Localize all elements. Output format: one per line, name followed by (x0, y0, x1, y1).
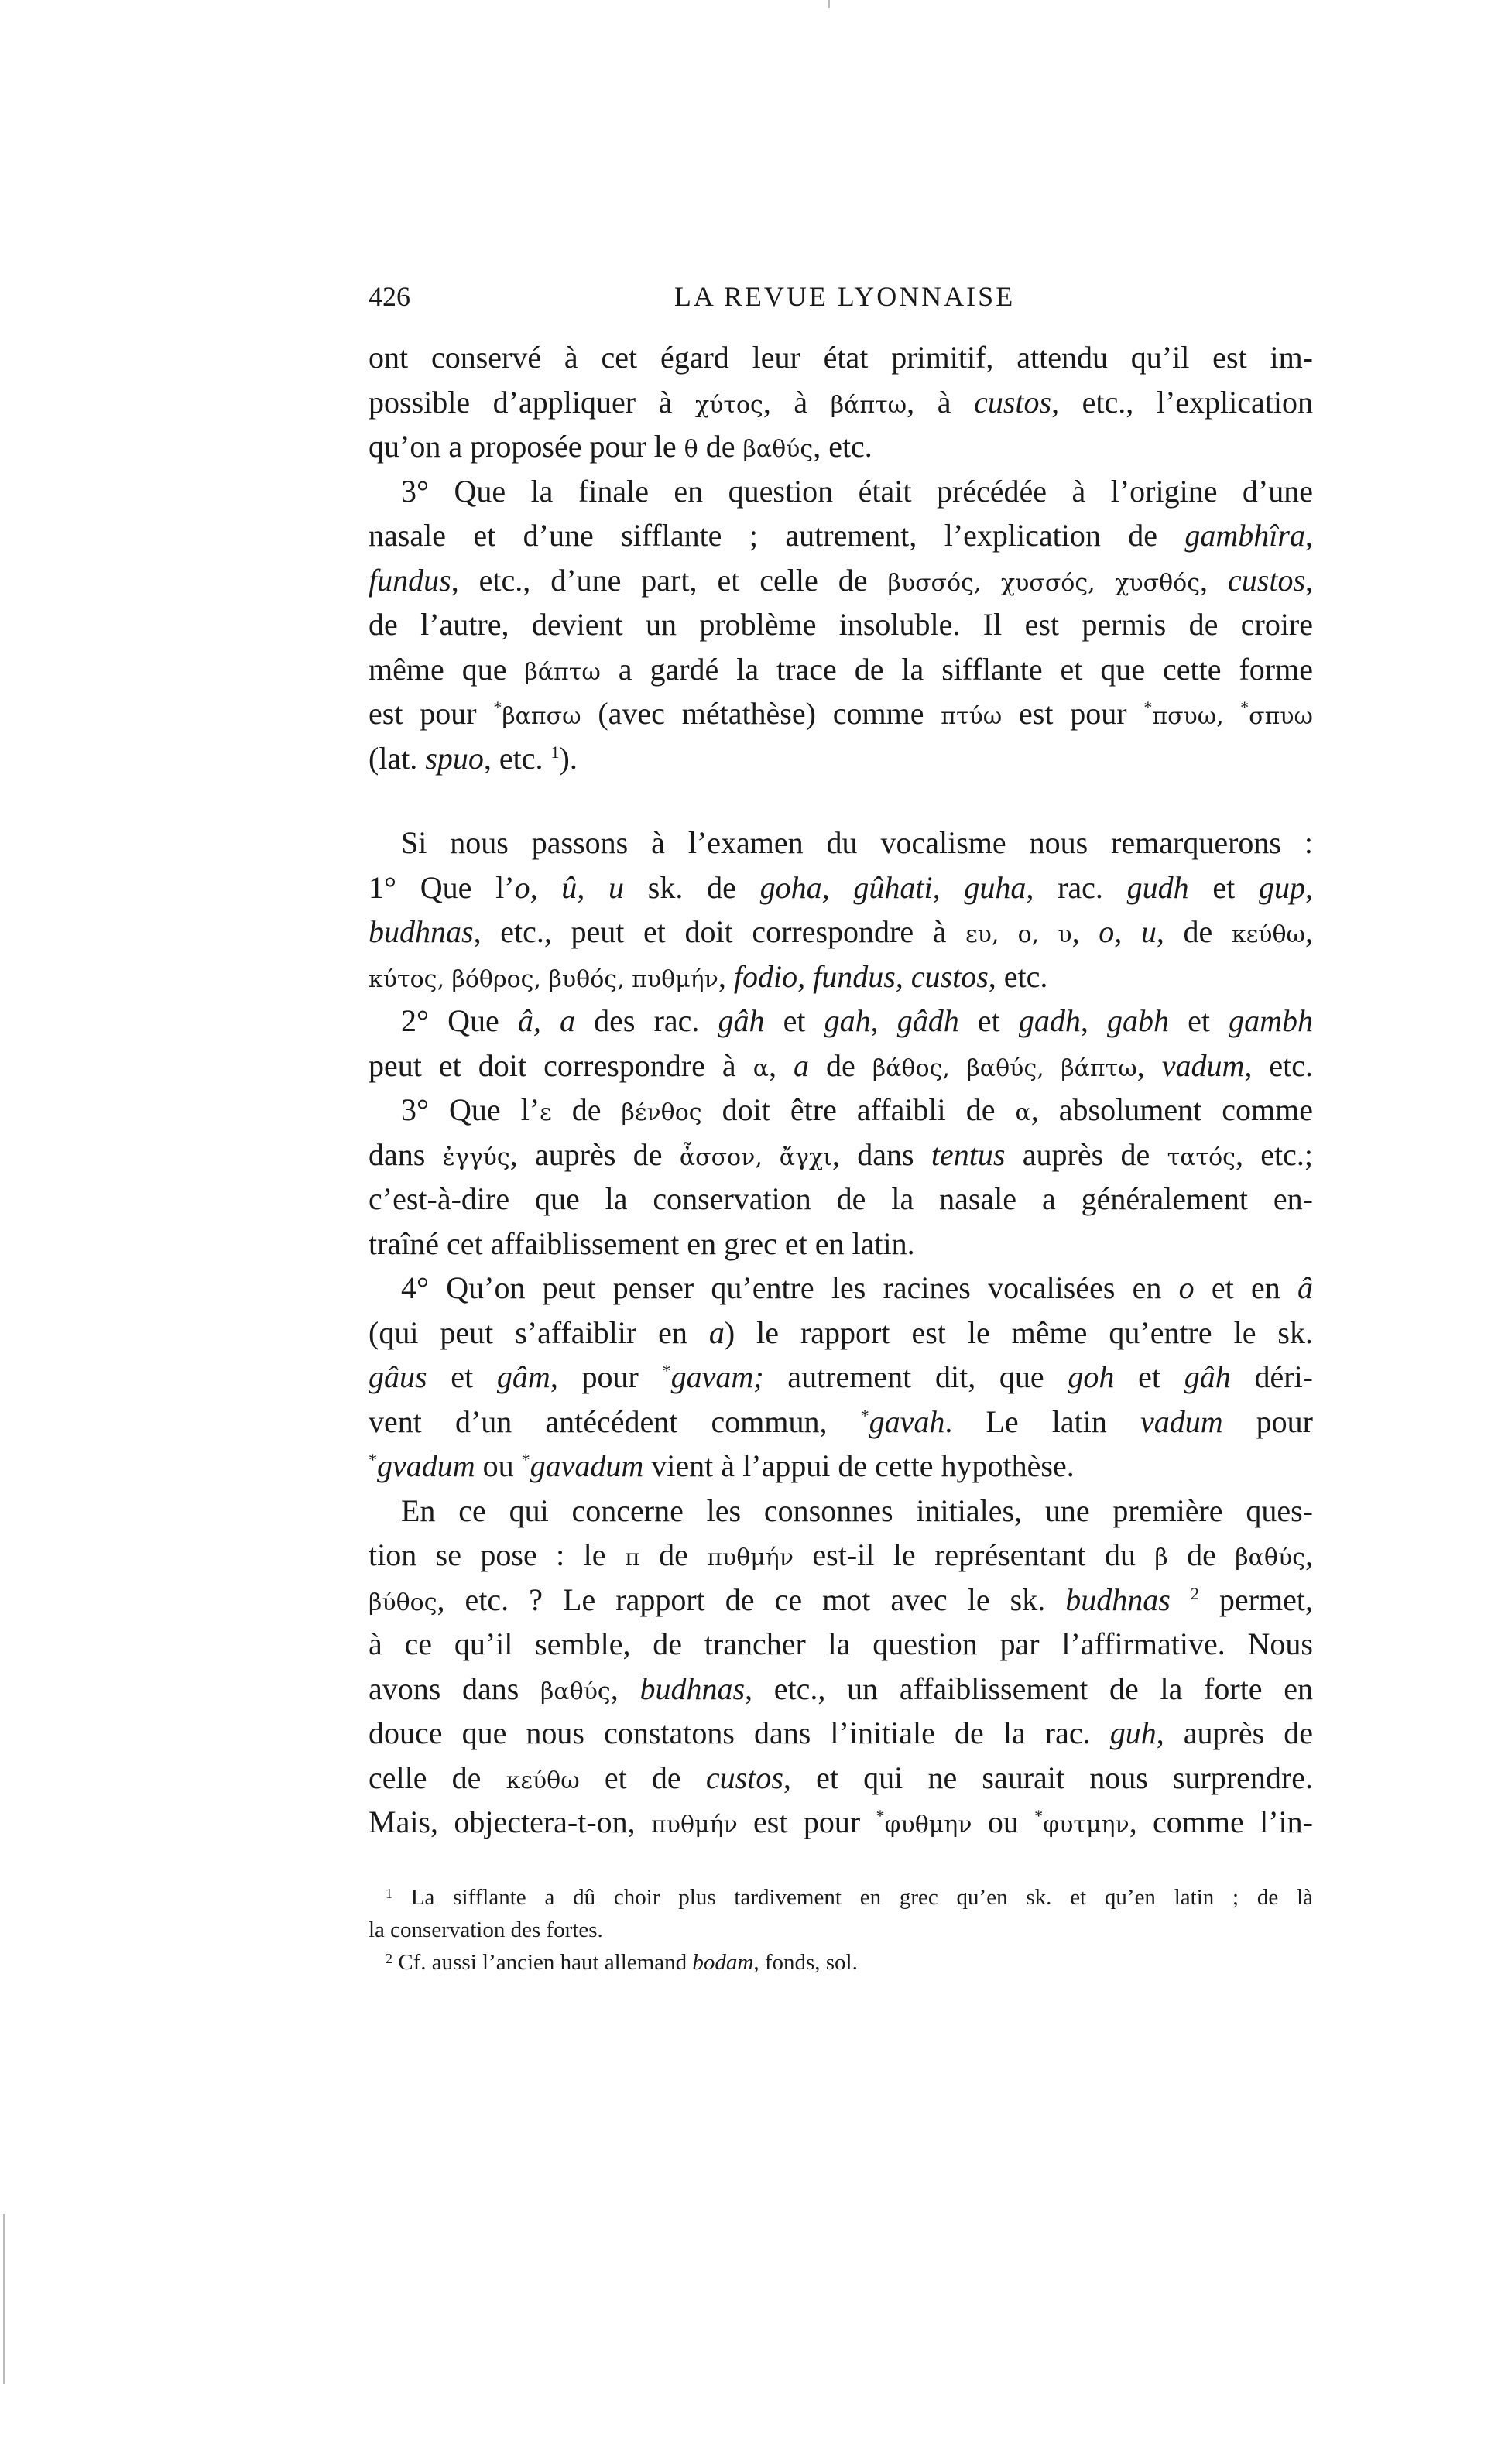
text-line (369, 513, 1313, 558)
italic-text: budhnas (639, 1671, 746, 1706)
text: , (1305, 562, 1314, 598)
text: , et qui ne saurait nous surprendre. (783, 1760, 1313, 1795)
italic-text: gudh (1126, 869, 1189, 905)
text: ou (972, 1804, 1035, 1839)
text: En ce qui concerne les consonnes initiales, une première ques- (401, 1492, 1313, 1528)
scan-speck (3, 2214, 5, 2384)
text: vient à l’appui de cette hypothèse. (643, 1448, 1075, 1483)
italic-text: custos (705, 1760, 783, 1795)
text-line (369, 602, 1313, 647)
text-line (369, 736, 1313, 781)
text: , (1305, 518, 1313, 553)
text-line (369, 865, 1313, 910)
text: (avec métathèse) comme (581, 696, 941, 731)
italic-text: gavadum (530, 1448, 644, 1483)
italic-text: fodio, fundus, custos (733, 958, 989, 994)
text-line (369, 1133, 1313, 1177)
text: peut et doit correspondre à (369, 1047, 753, 1083)
greek-text: βυσσός, χυσσός, χυσθός (887, 569, 1201, 597)
italic-text: guh (1109, 1715, 1157, 1750)
text-line (369, 1800, 1313, 1845)
text: , pour (550, 1359, 663, 1394)
greek-text: α (752, 1054, 769, 1082)
text-line (369, 1044, 1313, 1088)
greek-text: ευ, ο, υ (965, 921, 1072, 948)
italic-text: gavah (869, 1403, 945, 1439)
text-line (369, 1756, 1313, 1801)
text: nasale et d’une sifflante ; autrement, l’explication de (369, 518, 1185, 553)
text: et (764, 1003, 824, 1038)
greek-text: πσυω, (1152, 703, 1241, 730)
text: a gardé la trace de la sifflante et que cette forme (600, 651, 1313, 687)
greek-text: φυτμην (1043, 1811, 1129, 1839)
text: qu’on a proposée pour le (369, 429, 684, 464)
text: des rac. (575, 1003, 718, 1038)
text: celle de (369, 1760, 506, 1795)
greek-text: ἆσσον, ἄγχι (679, 1143, 832, 1171)
page-number: 426 (369, 281, 410, 312)
text: , etc. (813, 429, 872, 464)
text-line (369, 380, 1313, 425)
superscript: * (521, 1450, 530, 1469)
text: , (1305, 914, 1314, 949)
body-text (369, 335, 1313, 1845)
italic-text: gâus (369, 1359, 427, 1394)
italic-text: gup (1259, 869, 1306, 905)
text-line (369, 910, 1313, 954)
text: , (1305, 1537, 1313, 1572)
italic-text: o (1178, 1270, 1195, 1305)
text-line (369, 1578, 1313, 1623)
text-line (369, 1355, 1313, 1400)
greek-text: κεύθω (1231, 921, 1306, 948)
superscript: * (876, 1806, 885, 1825)
superscript: * (1143, 697, 1153, 717)
greek-text: πτύω (941, 703, 1003, 730)
text: auprès de (1005, 1136, 1167, 1172)
italic-text: spuo (425, 740, 484, 776)
greek-text: πυθμήν (650, 1811, 738, 1839)
text-line (369, 691, 1313, 736)
text: , etc.; (1235, 1136, 1314, 1172)
text-line (369, 954, 1313, 999)
greek-text: τατός (1167, 1143, 1236, 1171)
italic-text: gâdh (896, 1003, 959, 1038)
superscript: * (1240, 697, 1249, 717)
text: de (639, 1537, 708, 1572)
text: tion se pose : le (369, 1537, 625, 1572)
text: , comme l’in- (1129, 1804, 1313, 1839)
italic-text: bodam (692, 1950, 754, 1975)
text: ). (559, 740, 578, 776)
italic-text: vadum (1161, 1047, 1245, 1083)
text: doit être affaibli de (701, 1092, 1016, 1127)
text: même que (369, 651, 525, 687)
greek-text: π (624, 1544, 640, 1571)
text: et en (1194, 1270, 1297, 1305)
text: , (1200, 562, 1229, 598)
text-line (369, 1311, 1313, 1355)
text: , etc., l’explication (1051, 384, 1313, 420)
text: , etc., d’une part, et celle de (451, 562, 888, 598)
text-line (369, 424, 1313, 469)
text-line (369, 1177, 1313, 1222)
text: de (1167, 1537, 1236, 1572)
text: sk. de (624, 869, 760, 905)
greek-text: βαπσω (502, 703, 581, 730)
text: douce que nous constatons dans l’initiale de la rac. (369, 1715, 1110, 1750)
text: , etc. ? Le rapport de ce mot avec le sk. (437, 1582, 1066, 1617)
text: , auprès de (509, 1136, 680, 1172)
italic-text: gambhîra (1184, 518, 1305, 553)
italic-text: gabh (1107, 1003, 1169, 1038)
text: de (698, 429, 743, 464)
greek-text: βάθος, βαθύς, βάπτω (872, 1054, 1137, 1082)
text: , etc., un affaiblissement de la forte en (745, 1671, 1314, 1706)
superscript: * (860, 1405, 869, 1425)
text: est pour (1002, 696, 1144, 731)
italic-text: gah (824, 1003, 871, 1038)
text (1171, 1582, 1191, 1617)
superscript: * (1034, 1806, 1044, 1825)
text: traîné cet affaiblissement en grec et en latin. (369, 1225, 915, 1261)
italic-text: custos (1228, 562, 1306, 598)
footnote-line (369, 1946, 1313, 1979)
text: , (1305, 869, 1314, 905)
superscript: * (662, 1361, 671, 1380)
italic-text: budhnas (1065, 1582, 1171, 1617)
text-line (369, 1222, 1313, 1266)
superscript: 2 (386, 1951, 392, 1966)
text: , à (763, 384, 831, 420)
text: permet, (1198, 1582, 1313, 1617)
text: (qui peut s’affaiblir en (369, 1314, 709, 1350)
superscript: 1 (550, 742, 560, 762)
page-header (369, 280, 1313, 319)
text: de (551, 1092, 622, 1127)
text-line (369, 335, 1313, 380)
text: , (1071, 914, 1099, 949)
superscript: * (369, 1450, 377, 1469)
text-line (369, 1489, 1313, 1534)
text: , etc. (988, 958, 1048, 994)
greek-text: κύτος, βόθρος, βυθός, πυθμήν (369, 965, 718, 993)
italic-text: a (708, 1314, 725, 1350)
text: 4° Qu’on peut penser qu’entre les racines vocalisées en (401, 1270, 1179, 1305)
italic-text: goh (1068, 1359, 1115, 1394)
italic-text: a (794, 1047, 809, 1083)
text: de (809, 1047, 872, 1083)
text: à ce qu’il semble, de trancher la question par l’affirmative. Nous (369, 1626, 1313, 1661)
text: , (870, 1003, 897, 1038)
text: , (768, 1047, 794, 1083)
text-line (369, 1667, 1313, 1712)
text-line (369, 1266, 1313, 1311)
greek-text: βένθος (621, 1099, 702, 1126)
text: et (1169, 1003, 1229, 1038)
text: la conservation des fortes. (369, 1917, 603, 1942)
italic-text: fundus (369, 562, 451, 598)
greek-text: ε (540, 1099, 552, 1126)
superscript: 2 (1190, 1583, 1199, 1603)
italic-text: gâm (496, 1359, 550, 1394)
greek-text: βαθύς (1235, 1544, 1305, 1571)
text-line (369, 647, 1313, 692)
text: Si nous passons à l’examen du vocalisme nous remarquerons : (401, 825, 1313, 860)
greek-text: φυθμην (884, 1811, 972, 1839)
text: , etc. (1244, 1047, 1313, 1083)
text: , auprès de (1156, 1715, 1313, 1750)
text-line (369, 469, 1313, 514)
italic-text: â, a (517, 1003, 576, 1038)
text: , rac. (1026, 869, 1127, 905)
running-title: LA REVUE LYONNAISE (674, 281, 1016, 312)
superscript: 1 (386, 1886, 392, 1901)
italic-text: custos (974, 384, 1052, 420)
text-line (369, 1088, 1313, 1133)
greek-text: βάπτω (524, 658, 601, 686)
text: 3° Que la finale en question était précédée à l’origine d’une (401, 473, 1313, 509)
footnotes (369, 1881, 1313, 1979)
text: Cf. aussi l’ancien haut allemand (392, 1950, 693, 1975)
italic-text: gvadum (377, 1448, 475, 1483)
text-line (369, 999, 1313, 1044)
text: et de (579, 1760, 706, 1795)
text: Mais, objectera-t-on, (369, 1804, 651, 1839)
superscript: * (493, 697, 502, 717)
text: , etc. (483, 740, 551, 776)
greek-text: ἐγγύς (442, 1143, 510, 1171)
greek-text: βάπτω (830, 391, 907, 419)
text: ou (475, 1448, 522, 1483)
text: , (1080, 1003, 1107, 1038)
text: 2° Que (401, 1003, 518, 1038)
footnote-line (369, 1881, 1313, 1914)
italic-text: o, û, u (514, 869, 625, 905)
text: (lat. (369, 740, 426, 776)
italic-text: budhnas (369, 914, 474, 949)
greek-text: θ (684, 436, 698, 463)
text: déri- (1230, 1359, 1314, 1394)
text: ont conservé à cet égard leur état primitif, attendu qu’il est im- (369, 340, 1313, 375)
greek-text: πυθμήν (707, 1544, 794, 1571)
text: et (1188, 869, 1260, 905)
italic-text: â (1297, 1270, 1313, 1305)
text: 3° Que l’ (401, 1092, 540, 1127)
italic-text: o, u (1099, 914, 1157, 949)
text: vent d’un antécédent commun, (369, 1403, 861, 1439)
text: 1° Que l’ (369, 869, 515, 905)
greek-text: βύθος (369, 1588, 437, 1616)
text: et (1114, 1359, 1184, 1394)
text: , absolument comme (1030, 1092, 1313, 1127)
text-line (369, 821, 1313, 865)
text: , fonds, sol. (753, 1950, 858, 1975)
italic-text: gadh (1018, 1003, 1081, 1038)
text: pour (1222, 1403, 1313, 1439)
text-line (369, 1711, 1313, 1756)
text: est-il le représentant du (793, 1537, 1155, 1572)
text: et (958, 1003, 1019, 1038)
text: , à (907, 384, 975, 420)
greek-text: κεύθω (506, 1767, 580, 1794)
text: , (718, 958, 734, 994)
italic-text: tentus (931, 1136, 1006, 1172)
greek-text: α (1015, 1099, 1031, 1126)
text: dans (369, 1136, 443, 1172)
text: , de (1156, 914, 1232, 949)
text: possible d’appliquer à (369, 384, 695, 420)
greek-text: χύτος (694, 391, 763, 419)
text: , etc., peut et doit correspondre à (473, 914, 966, 949)
greek-text: βαθύς (540, 1678, 611, 1705)
text: est pour (369, 696, 494, 731)
footnote-line (369, 1914, 1313, 1946)
italic-text: gambh (1229, 1003, 1313, 1038)
text: c’est-à-dire que la conservation de la nasale a généralement en- (369, 1181, 1313, 1216)
text: , (610, 1671, 640, 1706)
text-line (369, 1400, 1313, 1444)
text-line (369, 1622, 1313, 1667)
text: , dans (831, 1136, 931, 1172)
text: et (427, 1359, 497, 1394)
text-line (369, 558, 1313, 603)
text: La sifflante a dû choir plus tardivement en grec qu’en sk. et qu’en latin ; de là (392, 1885, 1313, 1910)
text: est pour (737, 1804, 876, 1839)
text: avons dans (369, 1671, 541, 1706)
text-line (369, 1533, 1313, 1578)
italic-text: gâh (718, 1003, 765, 1038)
text: autrement dit, que (763, 1359, 1068, 1394)
text: , (1136, 1047, 1162, 1083)
greek-text: βαθύς (742, 436, 814, 463)
italic-text: gâh (1184, 1359, 1231, 1394)
italic-text: goha, gûhati, guha (759, 869, 1027, 905)
greek-text: β (1154, 1544, 1168, 1571)
italic-text: vadum (1140, 1403, 1223, 1439)
text: . Le latin (944, 1403, 1140, 1439)
text: de l’autre, devient un problème insoluble. Il est permis de croire (369, 607, 1313, 642)
greek-text: σπυω (1249, 703, 1314, 730)
text-line (369, 1444, 1313, 1489)
italic-text: gavam; (670, 1359, 764, 1394)
scan-speck (828, 0, 830, 8)
text: ) le rapport est le même qu’entre le sk. (724, 1314, 1313, 1350)
